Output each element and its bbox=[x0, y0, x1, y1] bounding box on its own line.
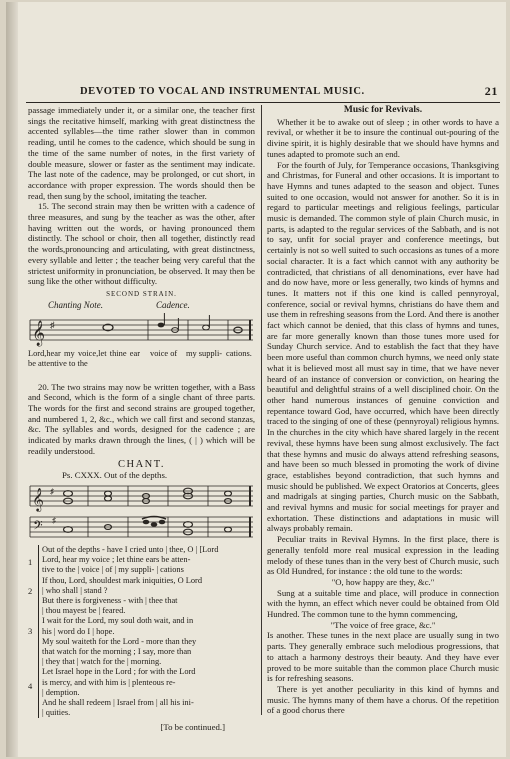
verse-line: | they that | watch for the | morning. bbox=[42, 657, 162, 667]
column-divider bbox=[261, 105, 262, 715]
strain-labels bbox=[28, 300, 255, 311]
left-paragraph-2: 15. The second strain may then be written with a cadence of three measures, and sung by the teacher as was the other, after having written out the words, or having pronounced them distinctly. The school or choir, then all together, distinctly read the words,pronouncing and articulating, with great distinctness, every syllable and letter ; the teacher being very careful that the strictest uniformity in pronunciation, be observed. It may then be sung like the other without difficulty. bbox=[28, 201, 255, 287]
strain-lyrics bbox=[28, 349, 255, 382]
treble-clef-icon: 𝄞 bbox=[32, 486, 44, 511]
second-strain-title: SECOND STRAIN. bbox=[106, 289, 177, 298]
sharp-icon: ♯ bbox=[50, 486, 54, 496]
verse-line: Let Israel hope in the Lord ; for with the Lord bbox=[42, 667, 196, 677]
chanting-note-label: Chanting Note. bbox=[48, 299, 104, 310]
verse-line: is mercy, and with him is | plenteous re- bbox=[42, 677, 176, 687]
verse-number: 1 bbox=[28, 556, 33, 567]
verse-line: I wait for the Lord, my soul doth wait, and in bbox=[42, 616, 194, 626]
left-paragraph-3: 20. The two strains may now be written together, with a Bass and Second, which is the form of a single chant of three parts. The words for the first and second strains are grouped together, and numbered 1, 2, &c., which we call first and second stanzas, &c. The syllables and words, designed for the cadence ; are indicated by marks drawn through the lines, ( | ) which will be readily understood. bbox=[28, 381, 255, 456]
left-column bbox=[28, 105, 255, 733]
bass-clef-icon: 𝄢 bbox=[33, 517, 43, 536]
verse-number: 4 bbox=[28, 681, 33, 692]
psalm-verse-3 bbox=[28, 616, 255, 667]
verse-line: tive to the | voice | of | my suppli- | cations bbox=[42, 565, 184, 575]
verse-line: | who shall | stand ? bbox=[42, 585, 108, 595]
to-be-continued: [To be continued.] bbox=[160, 722, 225, 733]
psalm-verse-4 bbox=[28, 667, 255, 718]
lyric-voice-of: voice of bbox=[150, 348, 178, 358]
left-paragraph-1: passage immediately under it, or a similar one, the teacher first sings the recitative himself, marking with great distinctness the accented syllables—the time rather slower than in common reading, until he comes to the cadence, which should be sung in the time of the same number of notes, in the first variety of double measure, slower or faster as the sentiment may indicate. The last note of the cadence, may be prolonged, or cut short, in accordance with proper expression. The words should then be read, then sung by the school, imitating the teacher. bbox=[28, 105, 255, 201]
verse-number: 2 bbox=[28, 585, 33, 596]
right-paragraph-6: There is yet another peculiarity in this kind of hymns and music. The hymns many of them have a chorus. Of the repetition of a good chorus there bbox=[267, 683, 499, 716]
quote-free-grace: "The voice of free grace, &c." bbox=[330, 619, 436, 630]
verse-line: | demption. bbox=[42, 687, 80, 697]
cadence-label: Cadence. bbox=[156, 299, 190, 310]
verse-line: Out of the depths - have I cried unto | thee, O | [Lord bbox=[42, 544, 219, 554]
chant-title: CHANT. bbox=[117, 458, 165, 470]
lyric-cations: cations. bbox=[226, 348, 252, 358]
header-title: DEVOTED TO VOCAL AND INSTRUMENTAL MUSIC. bbox=[80, 86, 365, 97]
lyric-recitative: Lord,hear my voice,let thine ear be attentive to the bbox=[28, 348, 140, 368]
verse-line: Lord, hear my voice ; let thine ears be atten- bbox=[42, 555, 191, 565]
quote-how-happy: "O, how happy are they, &c." bbox=[331, 576, 435, 587]
chant-bass-staff bbox=[28, 513, 255, 543]
page-binding bbox=[6, 2, 18, 757]
second-strain-staff bbox=[28, 312, 255, 348]
verse-line: And he shall redeem | Israel from | all his ini- bbox=[42, 698, 194, 708]
right-column bbox=[267, 105, 499, 716]
right-paragraph-4: Sung at a suitable time and place, will produce in connection with the hymn, an effect which never could be obtained from Old Hundred. The common tune to the hymn commencing, bbox=[267, 587, 499, 620]
treble-clef-icon: 𝄞 bbox=[32, 320, 46, 346]
verse-number: 3 bbox=[28, 626, 33, 637]
verse-line: | quities. bbox=[42, 708, 71, 718]
right-paragraph-3: Peculiar traits in Revival Hymns. In the first place, there is generally tenfold more real musical expression in the leading melody of these tunes than in the very best of Church music, such as Old Hundred, for instance : the old tune to the words: bbox=[267, 534, 499, 577]
chant-subtitle: Ps. CXXX. Out of the depths. bbox=[62, 470, 168, 481]
verse-line: But there is forgiveness - with | thee that bbox=[42, 596, 178, 605]
verse-line: | thou mayest be | feared. bbox=[42, 606, 126, 616]
right-paragraph-2: For the fourth of July, for Temperance occasions, Thanksgiving and Christmas, for Funeral and other occasions. It is important to have Hymns and tunes adapted to the season and object. Tunes suited to one occasion, would not answer for another. So it is in regard to particular meetings and religious feelings, particular music is demanded. The common style of plain Church music, in parts, is adapted to the regular services of the Sabbath, and is not to say, unfit for social prayer and conference meetings, but certainly is not so well suited to such occasions as tunes of a more social character. It is a fact which cannot with any authority be contradicted, that christians of all denominations, ever have had and do now have, more or less generally, two kinds of hymns and tunes. It matters not if this one kind is called pennyroyal, conference, social or revival hymns, christians do have them and use them in refreshing seasons from the Lord. And there is another fact which cannot be denied, that this class of hymns and tunes, are far more generally known than those tunes more used for Sunday Church service. And to establish the fact that they have been more useful than common church hymns, we need only state what it is believed most all must say in time, that we have never heard of an instance of conversion or conviction, on hearing the beautiful and delightful strains of a well disciplined choir. On the other hand numerous instances of genuine conviction and repentance toward God, have occurred, which have been directly traced to the singing of one of these (pennyroyal) religious hymns. In the churches in the city which have shared largely in the recent revival, these hymns have been sung almost exclusively. The fact that these hymns and music do always attend refreshing seasons, and have been so much blessed in promoting the work of divine grace, establishes beyond contradiction, that such hymns and music should be published. We expect Oratorios at Concerts, glees and madrigals at singing parties, Church music on the Sabbath, and revival hymns and music for social meetings for prayer and exhortation. These distinctions and adaptations in music will always probably remain. bbox=[267, 159, 499, 534]
article-heading: Music for Revivals. bbox=[343, 105, 423, 115]
psalm-verse-2 bbox=[28, 576, 255, 617]
verse-line: If thou, Lord, shouldest mark iniquities, O Lord bbox=[42, 575, 203, 585]
right-paragraph-1: Whether it be to awake out of sleep ; in other words to have a revival, or whether it be to insure the continual out-pouring of the divine spirit, it is highly desirable that we should have hymns and tunes adapted to promote such an end. bbox=[267, 116, 499, 159]
book-page bbox=[6, 2, 506, 757]
running-header bbox=[26, 86, 498, 100]
sharp-icon: ♯ bbox=[52, 515, 56, 525]
verse-line: that watch for the morning ; I say, more than bbox=[42, 647, 192, 657]
page-number: 21 bbox=[484, 84, 498, 98]
chant-treble-staff bbox=[28, 482, 255, 512]
sharp-icon: ♯ bbox=[50, 319, 55, 330]
verse-line: My soul waiteth for the Lord - more than they bbox=[42, 636, 197, 646]
header-rule bbox=[26, 102, 500, 103]
lyric-my-suppli: my suppli- bbox=[186, 348, 223, 358]
psalm-verse-1 bbox=[28, 545, 255, 576]
psalm-verses bbox=[28, 545, 255, 718]
verse-line: his | word do I | hope. bbox=[42, 626, 115, 636]
right-paragraph-5: Is another. These tunes in the next place are usually sung in two parts. They generally embrace such melodious progressions, that to attach a harmony destroys their beauty. And they have ever proved to be more suitable than the common place Church music is for refreshing seasons. bbox=[267, 630, 499, 684]
